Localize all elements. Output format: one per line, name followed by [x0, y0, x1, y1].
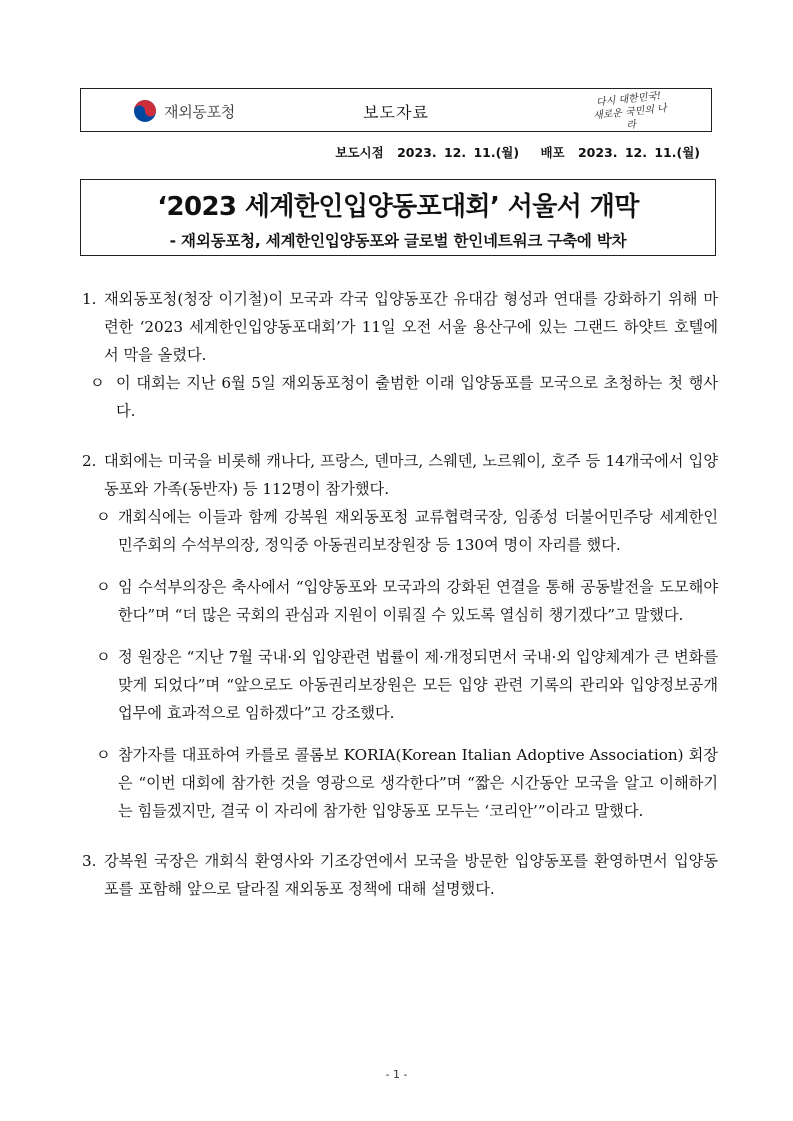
bullet-symbol: ㅇ — [96, 746, 111, 764]
bullet-item — [96, 503, 718, 559]
section-number: 2. — [82, 452, 97, 470]
title-box — [80, 179, 716, 256]
release-time-date: 2023. 12. 11.(월) — [397, 145, 520, 160]
main-title: ‘2023 세계한인입양동포대회’ 서울서 개막 — [157, 192, 639, 222]
slogan — [587, 89, 673, 136]
bullet-item — [96, 643, 718, 727]
distribution-label: 배포 — [540, 145, 565, 160]
bullet-symbol: ㅇ — [96, 508, 111, 526]
bullet-text: 개회식에는 이들과 함께 강복원 재외동포청 교류협력국장, 임종성 더불어민주당 세계한인민주회의 수석부의장, 정익중 아동권리보장원장 등 130여 명이 자리를 했다. — [118, 508, 718, 554]
sub-title: - 재외동포청, 세계한인입양동포와 글로벌 한인네트워크 구축에 박차 — [169, 232, 627, 250]
section-text: 재외동포청(청장 이기철)이 모국과 각국 입양동포간 유대감 형성과 연대를 강화하기 위해 마련한 ‘2023 세계한인입양동포대회’가 11일 오전 서울 용산구에 있는 그랜드 하얏트 호텔에서 막을 올렸다. — [104, 290, 718, 364]
body-text — [82, 285, 718, 903]
bullet-item — [90, 369, 718, 425]
bullet-text: 이 대회는 지난 6월 5일 재외동포청이 출범한 이래 입양동포를 모국으로 초청하는 첫 행사다. — [116, 374, 718, 420]
bullet-text: 정 원장은 “지난 7월 국내·외 입양관련 법률이 제·개정되면서 국내·외 입양체계가 큰 변화를 맞게 되었다”며 “앞으로도 아동권리보장원은 모든 입양 관련 기록의 관리와 입양정보공개 업무에 효과적으로 임하겠다”고 강조했다. — [118, 648, 718, 722]
bullet-symbol: ㅇ — [96, 578, 111, 596]
doc-type: 보도자료 — [363, 103, 429, 122]
header-box — [80, 88, 712, 132]
bullet-symbol: ㅇ — [90, 374, 105, 392]
org-name: 재외동포청 — [164, 102, 235, 121]
section-text: 강복원 국장은 개회식 환영사와 기조강연에서 모국을 방문한 입양동포를 환영하면서 입양동포를 포함해 앞으로 달라질 재외동포 정책에 대해 설명했다. — [104, 852, 718, 898]
slogan-line-1: 다시 대한민국! — [595, 90, 662, 109]
page-number: - 1 - — [385, 1068, 408, 1081]
slogan-line-2: 새로운 국민의 나라 — [592, 103, 668, 132]
bullet-symbol: ㅇ — [96, 648, 111, 666]
section-number: 1. — [82, 290, 97, 308]
section-2 — [82, 447, 718, 503]
section-text: 대회에는 미국을 비롯해 캐나다, 프랑스, 덴마크, 스웨덴, 노르웨이, 호주 등 14개국에서 입양동포와 가족(동반자) 등 112명이 참가했다. — [104, 452, 718, 498]
section-1 — [82, 285, 718, 369]
release-info — [80, 143, 700, 161]
bullet-text: 참가자를 대표하여 카를로 콜롬보 KORIA(Korean Italian Adoptive Association) 회장은 “이번 대회에 참가한 것을 영광으로 생각한다”며 “짧은 시간동안 모국을 알고 이해하기는 힘들겠지만, 결국 이 자리에 참가한 입양동포 모두는 ‘코리안’”이라고 말했다. — [118, 746, 718, 820]
section-3 — [82, 847, 718, 903]
bullet-text: 임 수석부의장은 축사에서 “입양동포와 모국과의 강화된 연결을 통해 공동발전을 도모해야 한다”며 “더 많은 국회의 관심과 지원이 이뤄질 수 있도록 열심히 챙기겠다”고 말했다. — [118, 578, 718, 624]
bullet-item — [96, 741, 718, 825]
section-number: 3. — [82, 852, 97, 870]
distribution-date: 2023. 12. 11.(월) — [577, 145, 700, 160]
release-time-label: 보도시점 — [335, 145, 384, 160]
bullet-item — [96, 573, 718, 629]
